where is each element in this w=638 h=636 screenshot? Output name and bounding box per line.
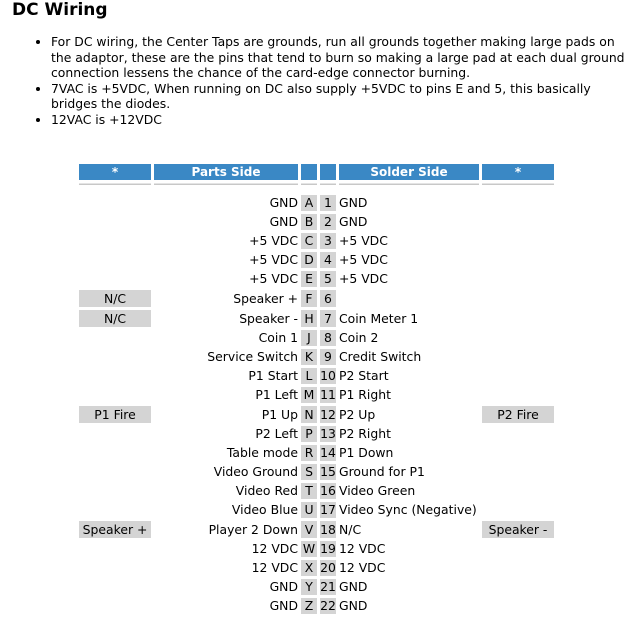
solder-side-cell: Video Sync (Negative) (339, 502, 477, 517)
pin-letter-cell: C (301, 233, 317, 249)
left-note-cell (79, 349, 151, 365)
solder-side-cell: 12 VDC (339, 560, 386, 575)
left-note-cell (79, 445, 151, 461)
right-note-cell (482, 406, 554, 423)
pin-letter-cell: A (301, 195, 317, 211)
pin-letter-cell: E (301, 271, 317, 287)
left-note-cell (79, 406, 151, 423)
table-row (79, 521, 554, 538)
note-item: • For DC wiring, the Center Taps are grounds, run all grounds together making large pads on the adaptor, these are the pins that tend to burn so making a large pad at each dual ground connection lessens the chance of the card-edge connector burning. (51, 34, 631, 81)
parts-side-cell: P1 Start (248, 368, 298, 383)
solder-side-cell: Credit Switch (339, 349, 422, 364)
notes-list (34, 34, 631, 127)
parts-side-cell: P1 Left (255, 387, 298, 402)
pin-letter-cell: D (301, 252, 317, 268)
parts-side-cell: GND (269, 195, 298, 210)
parts-side-cell: Video Red (235, 483, 298, 498)
right-note-cell (482, 464, 554, 480)
solder-side-cell: P1 Down (339, 445, 394, 460)
left-note-label: N/C (79, 290, 151, 307)
right-note-label: Speaker - (482, 521, 554, 538)
parts-side-cell: +5 VDC (249, 252, 298, 267)
right-note-cell (482, 290, 554, 307)
left-note-cell (79, 330, 151, 346)
table-row (79, 541, 554, 557)
pin-number-cell: 12 (320, 406, 336, 422)
parts-side-cell: Service Switch (207, 349, 298, 364)
solder-side-cell: +5 VDC (339, 271, 388, 286)
right-note-cell (482, 349, 554, 365)
pin-letter-cell: F (301, 290, 317, 307)
pin-letter-cell: L (301, 368, 317, 384)
left-note-cell (79, 290, 151, 307)
parts-side-cell: Speaker - (239, 310, 298, 326)
table-row (79, 252, 554, 268)
left-note-label: P1 Fire (79, 406, 151, 423)
pin-letter-cell: K (301, 349, 317, 365)
pin-number-cell: 11 (320, 387, 336, 402)
pin-number-cell: 14 (320, 445, 336, 460)
parts-side-cell: 12 VDC (251, 541, 298, 556)
parts-side-cell: P2 Left (255, 426, 298, 441)
pin-number-cell: 13 (320, 426, 336, 441)
table-row (79, 464, 554, 480)
pin-number-cell: 4 (320, 252, 336, 268)
pin-letter-cell: Y (301, 579, 317, 595)
table-row (79, 502, 554, 518)
pin-number-cell: 22 (320, 598, 336, 613)
parts-side-cell: Video Ground (213, 464, 298, 479)
left-note-label: N/C (79, 310, 151, 327)
note-item: • 12VAC is +12VDC (51, 112, 631, 128)
right-note-cell (482, 310, 554, 327)
table-row (79, 483, 554, 499)
solder-side-cell: Video Green (339, 483, 416, 498)
right-note-cell (482, 368, 554, 384)
left-note-cell (79, 483, 151, 499)
table-row (79, 233, 554, 249)
header-divider (79, 183, 554, 185)
right-note-cell (482, 233, 554, 249)
pin-number-cell: 17 (320, 502, 336, 517)
right-note-cell (482, 560, 554, 576)
left-note-cell (79, 310, 151, 327)
left-note-cell (79, 521, 151, 538)
pin-letter-cell: W (302, 541, 316, 556)
header-parts-side: Parts Side (154, 164, 298, 180)
right-note-cell (482, 541, 554, 557)
right-note-cell (482, 445, 554, 461)
left-note-label: Speaker + (79, 521, 151, 538)
pin-number-cell: 1 (320, 195, 336, 211)
solder-side-cell: P2 Start (339, 368, 389, 383)
solder-side-cell: P1 Right (339, 387, 391, 402)
note-item: • 7VAC is +5VDC, When running on DC also supply +5VDC to pins E and 5, this basically bridges the diodes. (51, 81, 631, 112)
parts-side-cell: Player 2 Down (208, 521, 298, 537)
page-title: DC Wiring (12, 0, 108, 20)
table-row (79, 310, 554, 327)
solder-side-cell: Ground for P1 (339, 464, 425, 479)
pin-number-cell: 10 (320, 368, 336, 383)
table-row (79, 368, 554, 384)
right-note-cell (482, 252, 554, 268)
pin-letter-cell: H (301, 310, 317, 327)
table-row (79, 579, 554, 595)
pin-number-cell: 16 (320, 483, 336, 498)
pin-number-cell: 20 (320, 560, 336, 575)
pin-letter-cell: U (301, 502, 317, 518)
solder-side-cell: N/C (339, 521, 362, 537)
right-note-cell (482, 195, 554, 211)
pin-number-cell: 8 (320, 330, 336, 346)
solder-side-cell: 12 VDC (339, 541, 386, 556)
table-row (79, 445, 554, 461)
header-left-star: * (79, 164, 151, 180)
right-note-cell (482, 521, 554, 538)
table-row (79, 330, 554, 346)
left-note-cell (79, 214, 151, 230)
right-note-cell (482, 271, 554, 287)
solder-side-cell: P2 Right (339, 426, 391, 441)
left-note-cell (79, 598, 151, 614)
solder-side-cell: Coin 2 (339, 330, 379, 345)
left-note-cell (79, 464, 151, 480)
header-solder-side: Solder Side (339, 164, 479, 180)
solder-side-cell: +5 VDC (339, 252, 388, 267)
pin-number-cell: 21 (320, 579, 336, 594)
solder-side-cell: Coin Meter 1 (339, 310, 419, 326)
right-note-label: P2 Fire (482, 406, 554, 423)
right-note-cell (482, 214, 554, 230)
pin-letter-cell: B (301, 214, 317, 230)
table-row (79, 387, 554, 403)
table-row (79, 598, 554, 614)
pin-letter-cell: M (301, 387, 317, 403)
pin-letter-cell: Z (301, 598, 317, 614)
pin-number-cell: 15 (320, 464, 336, 479)
left-note-cell (79, 195, 151, 211)
solder-side-cell: P2 Up (339, 406, 376, 422)
left-note-cell (79, 387, 151, 403)
pin-letter-cell: R (301, 445, 317, 461)
table-row (79, 406, 554, 423)
right-note-cell (482, 502, 554, 518)
left-note-cell (79, 502, 151, 518)
right-note-cell (482, 483, 554, 499)
table-row (79, 290, 554, 307)
table-row (79, 214, 554, 230)
solder-side-cell: GND (339, 598, 368, 613)
pin-number-cell: 2 (320, 214, 336, 230)
parts-side-cell: GND (269, 579, 298, 594)
solder-side-cell: GND (339, 214, 368, 229)
pin-number-cell: 5 (320, 271, 336, 287)
pin-number-cell: 19 (320, 541, 336, 556)
solder-side-cell: GND (339, 579, 368, 594)
right-note-cell (482, 598, 554, 614)
table-row (79, 349, 554, 365)
left-note-cell (79, 579, 151, 595)
left-note-cell (79, 368, 151, 384)
parts-side-cell: Table mode (226, 445, 298, 460)
header-number-col (320, 164, 336, 180)
left-note-cell (79, 252, 151, 268)
pin-letter-cell: P (301, 426, 317, 442)
solder-side-cell (339, 290, 479, 307)
pin-number-cell: 7 (320, 310, 336, 327)
left-note-cell (79, 541, 151, 557)
left-note-cell (79, 560, 151, 576)
parts-side-cell: +5 VDC (249, 271, 298, 286)
pin-number-cell: 6 (320, 290, 336, 307)
parts-side-cell: +5 VDC (249, 233, 298, 248)
right-note-cell (482, 579, 554, 595)
table-row (79, 426, 554, 442)
parts-side-cell: GND (269, 214, 298, 229)
pin-number-cell: 3 (320, 233, 336, 249)
right-note-cell (482, 426, 554, 442)
pin-number-cell: 9 (320, 349, 336, 365)
table-row (79, 271, 554, 287)
pin-letter-cell: N (301, 406, 317, 423)
parts-side-cell: P1 Up (261, 406, 298, 422)
parts-side-cell: GND (269, 598, 298, 613)
parts-side-cell: Video Blue (231, 502, 298, 517)
pin-letter-cell: S (301, 464, 317, 480)
pinout-table (76, 161, 557, 617)
pin-letter-cell: J (301, 330, 317, 346)
parts-side-cell: Coin 1 (258, 330, 298, 345)
solder-side-cell: GND (339, 195, 368, 210)
pin-letter-cell: T (301, 483, 317, 499)
parts-side-cell: Speaker + (233, 290, 298, 306)
header-right-star: * (482, 164, 554, 180)
header-letter-col (301, 164, 317, 180)
table-row (79, 195, 554, 211)
left-note-cell (79, 271, 151, 287)
pin-letter-cell: X (301, 560, 317, 576)
right-note-cell (482, 330, 554, 346)
parts-side-cell: 12 VDC (251, 560, 298, 575)
left-note-cell (79, 233, 151, 249)
table-row (79, 560, 554, 576)
solder-side-cell: +5 VDC (339, 233, 388, 248)
right-note-cell (482, 387, 554, 403)
pin-letter-cell: V (301, 521, 317, 538)
left-note-cell (79, 426, 151, 442)
pin-number-cell: 18 (320, 521, 336, 537)
